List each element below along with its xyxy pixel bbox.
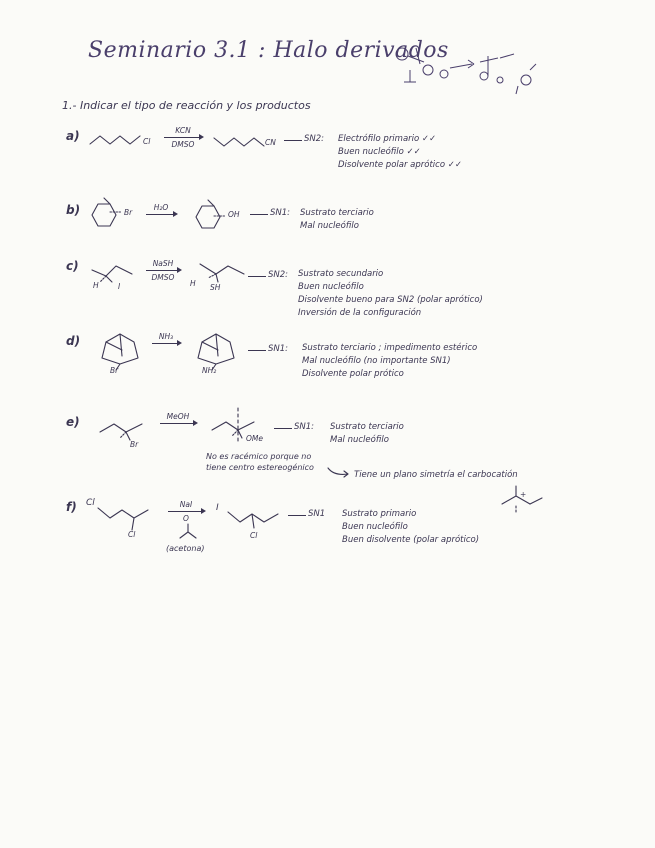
problem-f-reagent-bottom: (acetona) <box>166 544 205 553</box>
problem-b-mechanism: SN1: <box>270 208 291 218</box>
problem-c-reactant-atom: I <box>118 282 121 291</box>
problem-b-mech-arrow <box>250 214 268 215</box>
problem-e-reagent-top: MeOH <box>166 412 190 421</box>
problem-a-label: a) <box>66 129 80 143</box>
problem-d-notes <box>302 342 477 381</box>
problem-b-reagent <box>146 203 176 217</box>
problem-c-note: Sustrato secundario <box>298 269 384 279</box>
problem-d-note: Sustrato terciario ; impedimento estérico <box>302 343 478 353</box>
problem-b-note: Mal nucleófilo <box>300 221 359 231</box>
problem-e-label: e) <box>66 415 80 429</box>
problem-a-notes <box>338 133 462 172</box>
problem-e-mech-arrow <box>274 428 292 429</box>
problem-f-acetone-sketch <box>178 524 198 542</box>
problem-b-label: b) <box>66 203 81 217</box>
problem-f-reagent-top: NaI <box>179 500 193 509</box>
problem-f-note: Sustrato primario <box>342 509 417 519</box>
problem-e-notes <box>330 421 404 447</box>
problem-a-reagent-bottom: DMSO <box>171 140 195 149</box>
problem-e-extra-note: tiene centro estereogénico <box>206 463 314 472</box>
instruction-text: 1.- Indicar el tipo de reacción y los productos <box>62 99 311 112</box>
problem-b-product-atom: OH <box>228 210 240 219</box>
problem-a-mech-arrow <box>284 140 302 141</box>
problem-c-reagent <box>146 259 180 282</box>
problem-c-label: c) <box>66 259 79 273</box>
problem-c-product-atom: SH <box>210 283 221 292</box>
problem-f-product-atom: Cl <box>250 531 258 540</box>
problem-c-reagent-top: NaSH <box>152 259 174 268</box>
problem-f-mechanism: SN1 <box>308 509 326 519</box>
problem-c-reagent-bottom: DMSO <box>151 273 175 282</box>
problem-e-cation-charge: + <box>520 490 527 499</box>
problem-b-note: Sustrato terciario <box>300 208 374 218</box>
problem-a-reactant-atom: Cl <box>143 137 151 146</box>
problem-b-reactant-atom: Br <box>124 208 133 217</box>
problem-a-note: Buen nucleófilo ✓✓ <box>338 147 421 157</box>
problem-c-product-atom: H <box>190 279 196 288</box>
problem-a-reagent <box>164 126 202 149</box>
problem-e-reactant-atom: Br <box>130 440 139 449</box>
problem-f-reactant-atom: Cl <box>128 530 136 539</box>
problem-c-note: Inversión de la configuración <box>298 308 422 318</box>
problem-d-product <box>192 328 242 370</box>
problem-f-reactant-atom: Cl <box>86 498 95 508</box>
problem-c-reactant-atom: H <box>93 281 99 290</box>
problem-a-product-atom: CN <box>265 138 276 147</box>
page-title: Seminario 3.1 : Halo derivados <box>88 38 449 63</box>
problem-f-label: f) <box>66 500 77 514</box>
problem-d-reagent-top: NH₃ <box>158 332 174 341</box>
problem-f-reagent <box>168 500 204 523</box>
problem-f-note: Buen disolvente (polar aprótico) <box>342 535 480 545</box>
problem-c-product <box>196 260 250 286</box>
problem-a-note: Disolvente polar aprótico ✓✓ <box>338 160 462 170</box>
problem-e-plane-note: Tiene un plano simetría el carbocatión <box>354 470 518 480</box>
problem-e-reactant <box>96 418 150 442</box>
problem-a-mechanism: SN2: <box>304 134 325 144</box>
problem-a-note: Electrófilo primario ✓✓ <box>338 134 437 144</box>
problem-d-mechanism: SN1: <box>268 344 289 354</box>
problem-f-note: Buen nucleófilo <box>342 522 408 532</box>
problem-d-note: Disolvente polar prótico <box>302 369 404 379</box>
problem-b-reactant <box>88 200 128 234</box>
problem-c-notes <box>298 268 483 320</box>
doodle-sketch-icon <box>380 40 560 100</box>
problem-d-label: d) <box>66 334 81 348</box>
problem-d-reactant <box>96 328 146 370</box>
problem-e-extra-note: No es racémico porque no <box>206 452 312 461</box>
problem-d-reagent <box>152 332 180 346</box>
problem-e-plane-arrow <box>326 466 352 480</box>
problem-a-reactant <box>88 130 151 150</box>
problem-c-mechanism: SN2: <box>268 270 289 280</box>
problem-f-reagent-mid: O <box>183 514 189 523</box>
problem-d-reactant-atom: Br <box>110 366 119 375</box>
problem-c-note: Buen nucleófilo <box>298 282 364 292</box>
problem-a-product <box>212 132 272 152</box>
problem-d-mech-arrow <box>248 350 266 351</box>
problem-e-racemic-note <box>206 451 314 473</box>
problem-e-product-atom: OMe <box>246 434 263 443</box>
problem-f-notes <box>342 508 479 547</box>
problem-f-product-atom: I <box>216 503 219 513</box>
problem-d-product-atom: NH₂ <box>202 366 217 375</box>
problem-b-notes <box>300 207 374 233</box>
problem-f-mech-arrow <box>288 515 306 516</box>
problem-b-product <box>192 202 232 236</box>
problem-c-note: Disolvente bueno para SN2 (polar aprótico) <box>298 295 483 305</box>
problem-e-reagent <box>160 412 196 426</box>
problem-c-mech-arrow <box>248 276 266 277</box>
problem-e-note: Mal nucleófilo <box>330 435 389 445</box>
problem-f-reactant <box>96 504 154 534</box>
problem-b-reagent-top: H₂O <box>153 203 169 212</box>
problem-e-carbocation <box>498 484 548 516</box>
problem-e-note: Sustrato terciario <box>330 422 404 432</box>
problem-a-reagent-top: KCN <box>175 126 191 135</box>
problem-d-note: Mal nucleófilo (no importante SN1) <box>302 356 451 366</box>
problem-e-mechanism: SN1: <box>294 422 315 432</box>
